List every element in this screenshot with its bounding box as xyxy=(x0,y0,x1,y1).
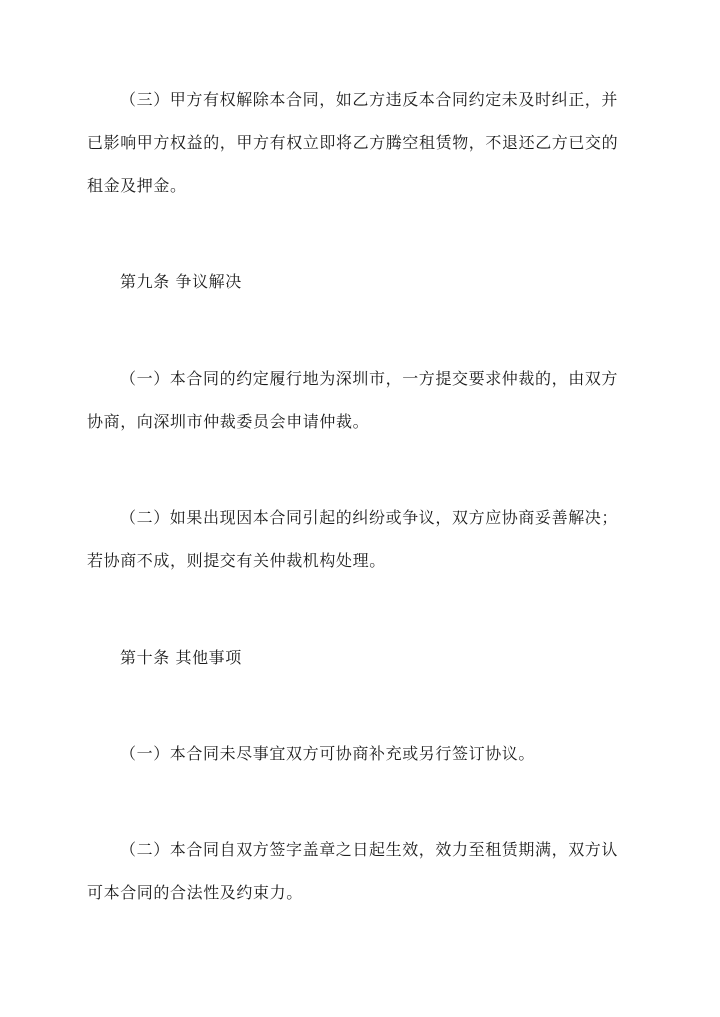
clause9-item1-line1: （一）本合同的约定履行地为深圳市，一方提交要求仲裁的，由双方 xyxy=(120,369,619,388)
clause10-item2-line2: 可本合同的合法性及约束力。 xyxy=(87,883,303,902)
clause8-item3-line2: 已影响甲方权益的，甲方有权立即将乙方腾空租赁物，不退还乙方已交的 xyxy=(87,133,619,152)
clause9-heading: 第九条 争议解决 xyxy=(120,272,242,291)
clause10-heading: 第十条 其他事项 xyxy=(120,648,242,667)
clause9-item2-line2: 若协商不成，则提交有关仲裁机构处理。 xyxy=(87,551,386,570)
clause10-item2-line1: （二）本合同自双方签字盖章之日起生效，效力至租赁期满，双方认 xyxy=(120,840,619,859)
clause9-item1-line2: 协商，向深圳市仲裁委员会申请仲裁。 xyxy=(87,412,370,431)
clause9-item2-line1: （二）如果出现因本合同引起的纠纷或争议，双方应协商妥善解决； xyxy=(120,508,619,527)
clause8-item3-line1: （三）甲方有权解除本合同，如乙方违反本合同约定未及时纠正，并 xyxy=(120,90,619,109)
clause8-item3-line3: 租金及押金。 xyxy=(87,176,187,195)
clause10-item1-line1: （一）本合同未尽事宜双方可协商补充或另行签订协议。 xyxy=(120,744,536,763)
